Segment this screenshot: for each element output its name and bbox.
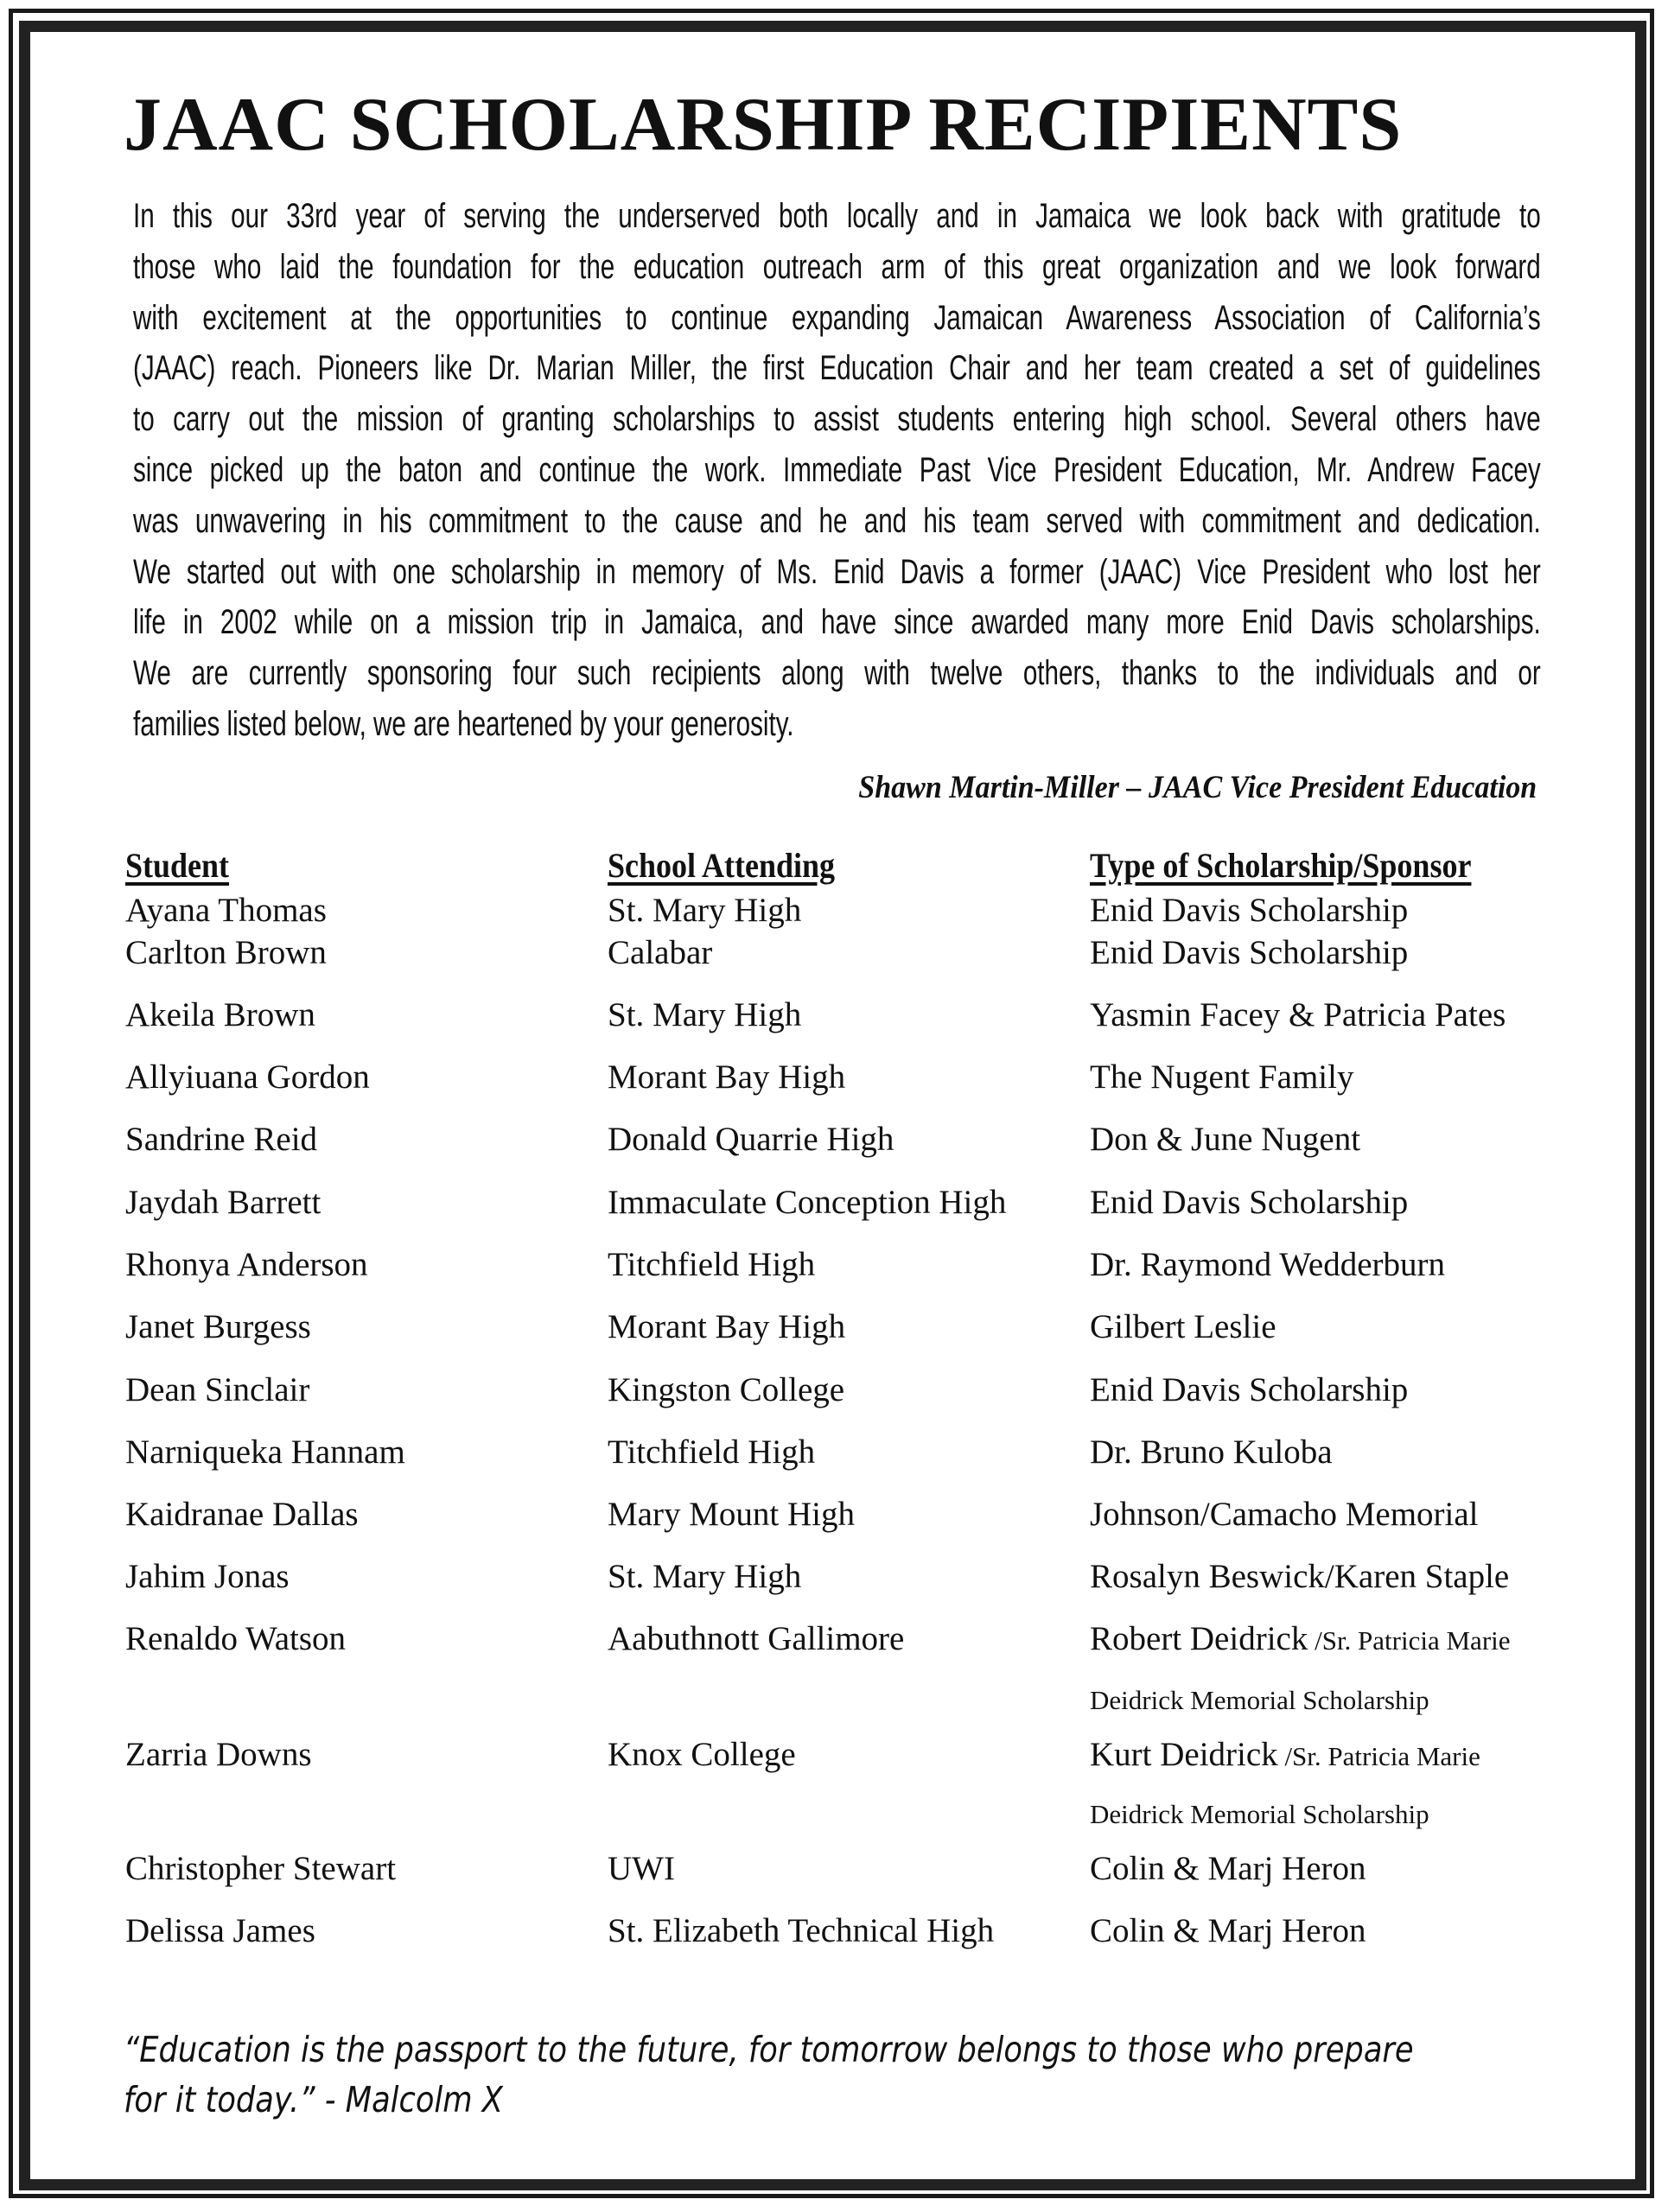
sponsor-name: The Nugent Family (1090, 1058, 1354, 1096)
sponsor-name: Enid Davis Scholarship (1090, 892, 1409, 929)
intro-line (133, 445, 1541, 496)
sponsor-line-2: Deidrick Memorial Scholarship (1090, 1799, 1429, 1829)
sponsor-suffix: /Sr. Patricia Marie (1277, 1741, 1480, 1771)
intro-line (133, 293, 1541, 344)
school-name: St. Mary High (608, 1558, 802, 1595)
intro-line (133, 699, 1541, 750)
sponsor-name: Colin & Marj Heron (1090, 1850, 1366, 1887)
sponsor-name: Enid Davis Scholarship (1090, 1371, 1409, 1408)
sponsor-name: Dr. Raymond Wedderburn (1090, 1246, 1445, 1283)
intro-text: life in 2002 while on a mission trip in Jamaica, and have since awarded many more Enid Davis scholarships. (133, 603, 1541, 642)
sponsor-name: Don & June Nugent (1090, 1121, 1361, 1158)
school-name: Morant Bay High (608, 1058, 846, 1096)
school-name: Morant Bay High (608, 1308, 846, 1345)
intro-text: We are currently sponsoring four such recipients along with twelve others, thanks to the individuals and or (133, 654, 1541, 693)
student-name: Kaidranae Dallas (125, 1496, 359, 1533)
quote-line-1: “Education is the passport to the future, for tomorrow belongs to those who prepare (124, 2029, 1414, 2070)
school-name: Immaculate Conception High (608, 1184, 1007, 1221)
student-name: Sandrine Reid (125, 1121, 318, 1158)
intro-text: was unwavering in his commitment to the cause and he and his team served with commitment and dedication. (133, 501, 1541, 540)
student-name: Zarria Downs (125, 1736, 312, 1773)
sponsor-name: Enid Davis Scholarship (1090, 934, 1409, 971)
student-name: Rhonya Anderson (125, 1246, 368, 1283)
intro-line (133, 191, 1541, 242)
intro-text: to carry out the mission of granting scholarships to assist students entering high school. Several others have (133, 400, 1541, 439)
sponsor-name (1090, 1734, 1480, 1777)
sponsor-name (1090, 1618, 1511, 1662)
sponsor-name: Gilbert Leslie (1090, 1308, 1276, 1345)
school-name: St. Mary High (608, 996, 802, 1033)
sponsor-line-2: Deidrick Memorial Scholarship (1090, 1685, 1429, 1715)
sponsor-suffix: /Sr. Patricia Marie (1308, 1625, 1511, 1656)
intro-line (133, 242, 1541, 293)
student-name: Christopher Stewart (125, 1850, 397, 1887)
school-name: UWI (608, 1850, 675, 1887)
student-name: Dean Sinclair (125, 1371, 310, 1408)
school-name: Aabuthnott Gallimore (608, 1620, 905, 1657)
student-name: Renaldo Watson (125, 1620, 347, 1657)
student-name: Jaydah Barrett (125, 1184, 322, 1221)
sponsor-continuation (1090, 1792, 1429, 1835)
intro-text: those who laid the foundation for the education outreach arm of this great organization and we look forward (133, 247, 1541, 286)
sponsor-name: Yasmin Facey & Patricia Pates (1090, 996, 1506, 1033)
student-name: Akeila Brown (125, 996, 315, 1033)
column-header-school: School Attending (608, 846, 836, 885)
intro-line (133, 648, 1541, 699)
student-name: Jahim Jonas (125, 1558, 290, 1595)
intro-line (133, 394, 1541, 445)
intro-line (133, 343, 1541, 394)
intro-text: since picked up the baton and continue the work. Immediate Past Vice President Education, Mr. Andrew Facey (133, 450, 1541, 489)
intro-text: families listed below, we are heartened by your generosity. (133, 704, 794, 743)
signature: Shawn Martin-Miller – JAAC Vice President Education (858, 770, 1537, 805)
school-name: Donald Quarrie High (608, 1121, 894, 1158)
intro-paragraph (133, 191, 1541, 750)
closing-quote (124, 2024, 1550, 2125)
student-name: Ayana Thomas (125, 892, 327, 929)
sponsor-name: Johnson/Camacho Memorial (1090, 1496, 1479, 1533)
student-name: Narniqueka Hannam (125, 1433, 405, 1471)
school-name: Calabar (608, 934, 713, 971)
school-name: St. Mary High (608, 892, 802, 929)
intro-line (133, 597, 1541, 648)
intro-text: We started out with one scholarship in memory of Ms. Enid Davis a former (JAAC) Vice President who lost her (133, 552, 1541, 591)
student-name: Delissa James (125, 1912, 315, 1949)
student-name: Janet Burgess (125, 1308, 311, 1345)
sponsor-name: Dr. Bruno Kuloba (1090, 1433, 1333, 1471)
intro-text: In this our 33rd year of serving the underserved both locally and in Jamaica we look back with gratitude to (133, 197, 1541, 235)
sponsor-name: Rosalyn Beswick/Karen Staple (1090, 1558, 1510, 1595)
intro-line (133, 547, 1541, 598)
intro-line (133, 496, 1541, 547)
school-name: Titchfield High (608, 1246, 816, 1283)
column-header-sponsor: Type of Scholarship/Sponsor (1090, 846, 1472, 885)
school-name: Knox College (608, 1736, 796, 1773)
intro-text: (JAAC) reach. Pioneers like Dr. Marian Miller, the first Education Chair and her team created a set of guidelines (133, 349, 1541, 388)
page-title: JAAC SCHOLARSHIP RECIPIENTS (124, 83, 1403, 167)
sponsor-name: Enid Davis Scholarship (1090, 1184, 1409, 1221)
quote-line-2: for it today.” - Malcolm X (124, 2079, 503, 2120)
intro-text: with excitement at the opportunities to continue expanding Jamaican Awareness Association of California’s (133, 298, 1541, 337)
sponsor-primary: Robert Deidrick (1090, 1620, 1308, 1657)
school-name: Mary Mount High (608, 1496, 855, 1533)
sponsor-primary: Kurt Deidrick (1090, 1736, 1278, 1773)
student-name: Allyiuana Gordon (125, 1058, 370, 1096)
student-name: Carlton Brown (125, 934, 327, 971)
sponsor-continuation (1090, 1678, 1429, 1721)
school-name: Titchfield High (608, 1433, 816, 1471)
school-name: St. Elizabeth Technical High (608, 1912, 995, 1949)
column-header-student: Student (125, 846, 230, 885)
school-name: Kingston College (608, 1371, 845, 1408)
sponsor-name: Colin & Marj Heron (1090, 1912, 1366, 1949)
